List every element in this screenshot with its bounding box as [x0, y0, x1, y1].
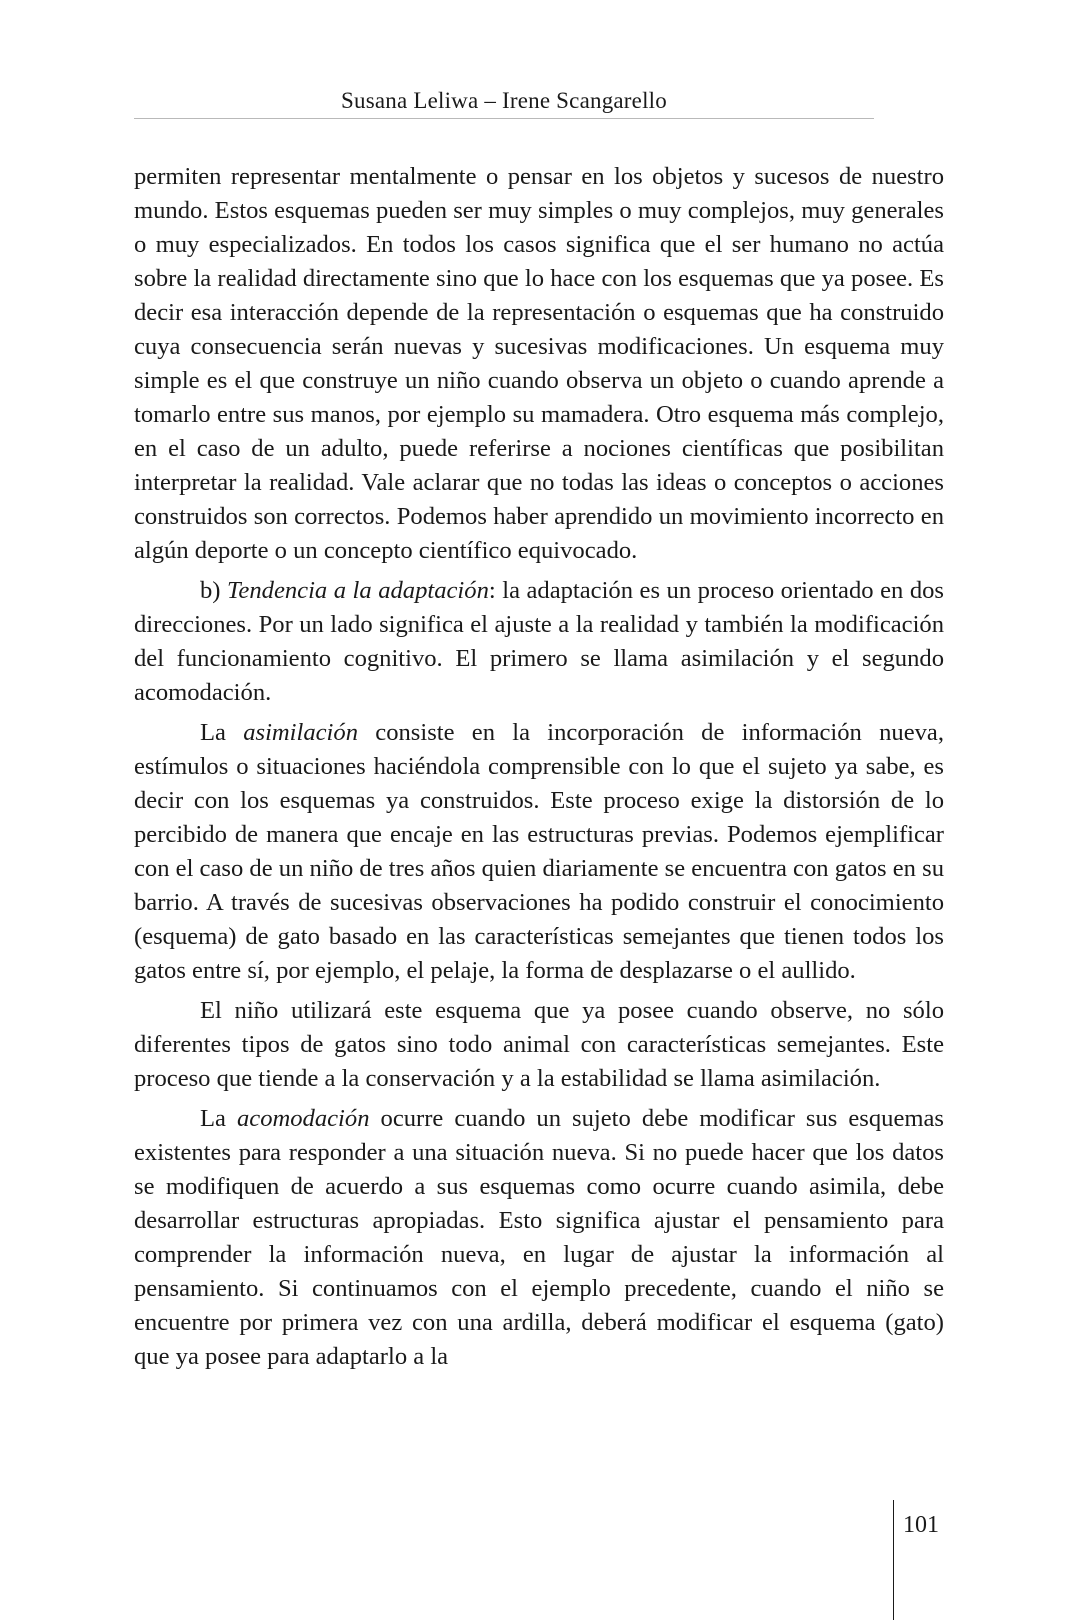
paragraph-term: asimilación: [243, 719, 358, 746]
paragraph-lead: La: [200, 1105, 237, 1132]
paragraph-term: Tendencia a la adaptación: [227, 577, 489, 604]
paragraph-child-example: [134, 994, 944, 1096]
body-text: [134, 160, 944, 1380]
paragraph-term: acomodación: [236, 1105, 370, 1132]
paragraph-text: permiten representar mentalmente o pensar en los objetos y sucesos de nuestro mundo. Estos esquemas pueden ser muy simples o muy complejos, muy generales o muy especializados. En todos los casos significa que el ser humano no actúa sobre la realidad directamente sino que lo hace con los esquemas que ya posee. Es decir esa interacción depende de la representación o esquemas que ha construido cuya consecuencia serán nuevas y sucesivas modificaciones. Un esquema muy simple es el que construye un niño cuando observa un objeto o cuando aprende a tomarlo entre sus manos, por ejemplo su mamadera. Otro esquema más complejo, en el caso de un adulto, puede referirse a nociones científicas que posibilitan interpretar la realidad. Vale aclarar que no todas las ideas o conceptos o acciones construidos son correctos. Podemos haber aprendido un movimiento incorrecto en algún deporte o un concepto científico equivocado.: [134, 163, 944, 564]
paragraph-lead: b): [200, 577, 228, 604]
page-number-rule: [893, 1500, 894, 1620]
paragraph-adaptation: [134, 574, 944, 710]
page-number: 101: [903, 1512, 939, 1538]
paragraph-text: : la adaptación es un proceso orientado en dos direcciones. Por un lado significa el ajuste a la realidad y también la modificación del funcionamiento cognitivo. El primero se llama asimilación y el segundo acomodación.: [134, 577, 944, 706]
paragraph-accommodation: [134, 1102, 944, 1374]
paragraph-assimilation: [134, 716, 944, 988]
paragraph-text: consiste en la incorporación de información nueva, estímulos o situaciones haciéndola comprensible con lo que el sujeto ya sabe, es decir con los esquemas ya construidos. Este proceso exige la distorsión de lo percibido de manera que encaje en las estructuras previas. Podemos ejemplificar con el caso de un niño de tres años quien diariamente se encuentra con gatos en su barrio. A través de sucesivas observaciones ha podido construir el conocimiento (esquema) de gato basado en las características semejantes que tienen todos los gatos entre sí, por ejemplo, el pelaje, la forma de desplazarse o el aullido.: [134, 719, 944, 984]
paragraph-continuation: [134, 160, 944, 568]
header-rule: [134, 118, 874, 119]
paragraph-text: El niño utilizará este esquema que ya posee cuando observe, no sólo diferentes tipos de gatos sino todo animal con características semejantes. Este proceso que tiende a la conservación y a la estabilidad se llama asimilación.: [134, 997, 944, 1092]
paragraph-lead: La: [200, 719, 244, 746]
running-header: Susana Leliwa – Irene Scangarello: [341, 88, 667, 113]
paragraph-text: ocurre cuando un sujeto debe modificar sus esquemas existentes para responder a una situación nueva. Si no puede hacer que los datos se modifiquen de acuerdo a sus esquemas como ocurre cuando asimila, debe desarrollar estructuras apropiadas. Esto significa ajustar el pensamiento para comprender la información nueva, en lugar de ajustar la información al pensamiento. Si continuamos con el ejemplo precedente, cuando el niño se encuentre por primera vez con una ardilla, deberá modificar el esquema (gato) que ya posee para adaptarlo a la: [134, 1105, 944, 1370]
